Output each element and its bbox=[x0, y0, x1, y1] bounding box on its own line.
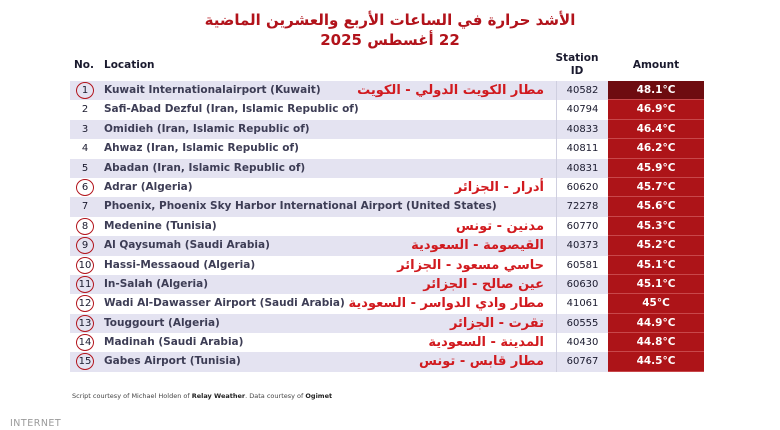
row-location: Touggourt (Algeria) bbox=[104, 316, 220, 329]
row-station-id: 40833 bbox=[556, 120, 608, 139]
credit-prefix: Script courtesy of Michael Holden of bbox=[72, 392, 192, 400]
row-arabic-name: حاسي مسعود - الجزائر bbox=[397, 257, 544, 273]
row-amount: 44.5°C bbox=[608, 352, 704, 371]
row-location: Al Qaysumah (Saudi Arabia) bbox=[104, 239, 270, 252]
row-amount: 45.1°C bbox=[608, 275, 704, 294]
row-amount: 45°C bbox=[608, 294, 704, 313]
table-row bbox=[70, 256, 704, 275]
row-station-id: 60767 bbox=[556, 352, 608, 371]
table-row bbox=[70, 178, 704, 197]
row-station-id: 60555 bbox=[556, 314, 608, 333]
row-number: 13 bbox=[76, 315, 94, 332]
row-station-id: 40811 bbox=[556, 139, 608, 158]
credit-org-2: Ogimet bbox=[305, 392, 333, 400]
title-line-2: 22 أغسطس 2025 bbox=[320, 31, 460, 49]
row-amount: 45.9°C bbox=[608, 159, 704, 178]
row-amount: 44.9°C bbox=[608, 314, 704, 333]
row-amount: 46.4°C bbox=[608, 120, 704, 139]
table-row bbox=[70, 275, 704, 294]
header-station-id bbox=[548, 52, 606, 78]
row-arabic-name: عين صالح - الجزائر bbox=[423, 276, 544, 292]
row-number: 10 bbox=[76, 257, 94, 274]
header-amount: Amount bbox=[632, 59, 680, 71]
table-row bbox=[70, 120, 704, 139]
row-number: 3 bbox=[81, 123, 89, 135]
row-number: 9 bbox=[76, 237, 94, 254]
row-station-id: 60630 bbox=[556, 275, 608, 294]
credit-line bbox=[72, 392, 332, 400]
row-location: Kuwait Internationalairport (Kuwait) bbox=[104, 84, 321, 96]
table-row bbox=[70, 100, 704, 119]
row-location: Gabes Airport (Tunisia) bbox=[104, 355, 241, 368]
row-station-id: 40373 bbox=[556, 236, 608, 255]
row-station-id: 60581 bbox=[556, 256, 608, 275]
table-row bbox=[70, 81, 704, 100]
table-header bbox=[0, 52, 780, 80]
row-location: Hassi-Messaoud (Algeria) bbox=[104, 258, 256, 271]
row-number: 4 bbox=[81, 143, 89, 155]
table-row bbox=[70, 294, 704, 313]
table-row bbox=[70, 352, 704, 371]
row-location: Safi-Abad Dezful (Iran, Islamic Republic of) bbox=[104, 103, 359, 116]
row-amount: 46.9°C bbox=[608, 100, 704, 119]
table-row bbox=[70, 197, 704, 216]
row-amount: 45.7°C bbox=[608, 178, 704, 197]
row-amount: 45.6°C bbox=[608, 197, 704, 216]
row-number: 2 bbox=[81, 104, 89, 116]
header-location: Location bbox=[104, 59, 155, 71]
row-number: 1 bbox=[76, 82, 94, 99]
row-location: Phoenix, Phoenix Sky Harbor International Airport (United States) bbox=[104, 200, 497, 213]
row-location: Madinah (Saudi Arabia) bbox=[104, 336, 244, 349]
row-station-id: 40794 bbox=[556, 100, 608, 119]
row-location: Ahwaz (Iran, Islamic Republic of) bbox=[104, 142, 299, 155]
row-arabic-name: مطار وادي الدواسر - السعودية bbox=[348, 296, 544, 312]
header-station-line1: Station bbox=[555, 52, 599, 64]
row-location: Omidieh (Iran, Islamic Republic of) bbox=[104, 122, 310, 135]
row-arabic-name: مطار الكويت الدولي - الكويت bbox=[357, 83, 544, 98]
row-number: 15 bbox=[76, 353, 94, 370]
table-row bbox=[70, 139, 704, 158]
row-location: Adrar (Algeria) bbox=[104, 180, 193, 193]
row-arabic-name: المدينة - السعودية bbox=[428, 335, 544, 351]
title-line-1: الأشد حرارة في الساعات الأربع والعشرين الماضية bbox=[204, 11, 576, 29]
credit-org-1: Relay Weather bbox=[191, 392, 246, 400]
row-number: 12 bbox=[76, 295, 94, 312]
table-row bbox=[70, 333, 704, 352]
row-station-id: 60770 bbox=[556, 217, 608, 236]
row-arabic-name: مطار قابس - تونس bbox=[419, 354, 544, 370]
row-station-id: 60620 bbox=[556, 178, 608, 197]
row-amount: 46.2°C bbox=[608, 139, 704, 158]
row-amount: 45.1°C bbox=[608, 256, 704, 275]
row-station-id: 40430 bbox=[556, 333, 608, 352]
table-row bbox=[70, 314, 704, 333]
row-station-id: 40582 bbox=[556, 81, 608, 100]
row-arabic-name: القيصومة - السعودية bbox=[411, 238, 544, 254]
row-number: 11 bbox=[76, 276, 94, 293]
row-station-id: 40831 bbox=[556, 159, 608, 178]
header-no: No. bbox=[74, 59, 94, 71]
row-number: 14 bbox=[76, 334, 94, 351]
table-row bbox=[70, 236, 704, 255]
table-row bbox=[70, 159, 704, 178]
row-amount: 48.1°C bbox=[608, 81, 704, 100]
header-station-line2: ID bbox=[570, 65, 584, 77]
row-amount: 45.2°C bbox=[608, 236, 704, 255]
row-number: 7 bbox=[81, 201, 89, 213]
row-number: 8 bbox=[76, 218, 94, 235]
row-arabic-name: أدرار - الجزائر bbox=[454, 179, 544, 195]
temperature-table bbox=[70, 81, 704, 372]
row-location: Abadan (Iran, Islamic Republic of) bbox=[104, 161, 306, 174]
credit-mid: . Data courtesy of bbox=[245, 392, 306, 400]
row-number: 5 bbox=[81, 162, 89, 174]
row-location: Medenine (Tunisia) bbox=[104, 219, 217, 232]
row-arabic-name: تقرت - الجزائر bbox=[449, 315, 544, 331]
row-arabic-name: مدنين - تونس bbox=[455, 218, 544, 234]
page-title bbox=[0, 10, 780, 50]
row-location: Wadi Al-Dawasser Airport (Saudi Arabia) bbox=[104, 297, 345, 310]
row-amount: 44.8°C bbox=[608, 333, 704, 352]
row-amount: 45.3°C bbox=[608, 217, 704, 236]
row-station-id: 72278 bbox=[556, 197, 608, 216]
table-row bbox=[70, 217, 704, 236]
row-location: In-Salah (Algeria) bbox=[104, 277, 209, 290]
row-number: 6 bbox=[76, 179, 94, 196]
row-station-id: 41061 bbox=[556, 294, 608, 313]
watermark: INTERNET bbox=[10, 418, 62, 429]
